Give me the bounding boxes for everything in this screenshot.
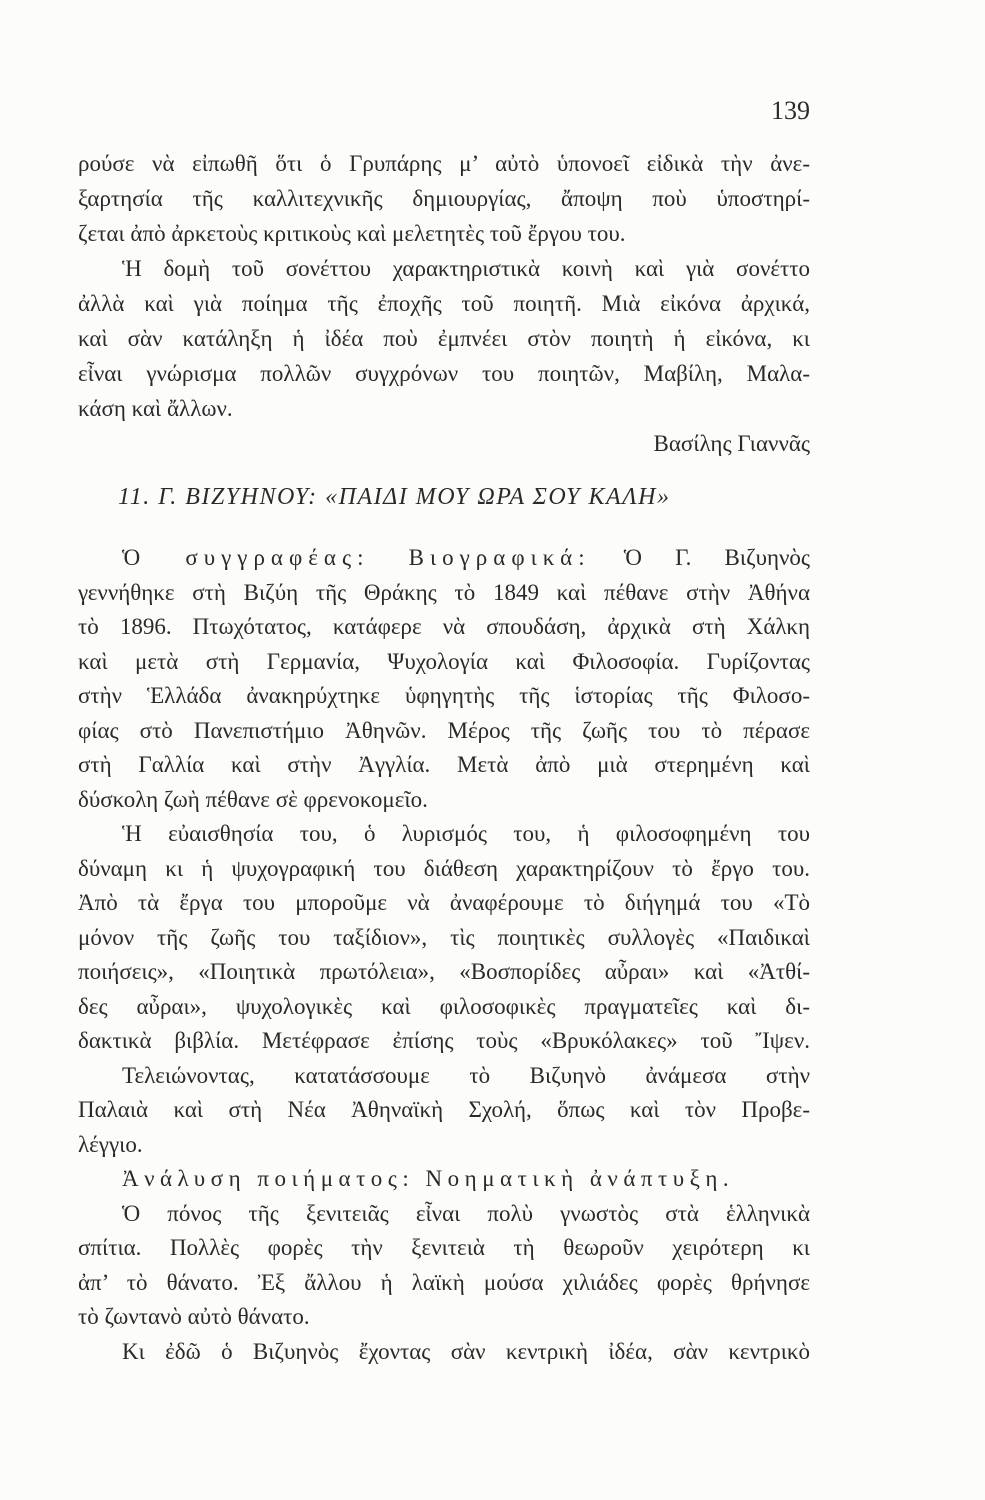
text-line: Ἡ εὐαισθησία του, ὁ λυρισμός του, ἡ φιλοσοφημένη του: [122, 821, 810, 846]
text-line: στὴν Ἑλλάδα ἀνακηρύχτηκε ὑφηγητὴς τῆς ἱστορίας τῆς Φιλοσο-: [78, 683, 810, 708]
text-line: Ὁ πόνος τῆς ξενιτειᾶς εἶναι πολὺ γνωστὸς στὰ ἑλληνικὰ: [122, 1200, 810, 1226]
text-line: μόνον τῆς ζωῆς του ταξίδιον», τὶς ποιητικὲς συλλογὲς «Παιδικαὶ: [78, 924, 810, 950]
text-line: Ἀπὸ τὰ ἔργα του μποροῦμε νὰ ἀναφέρουμε τὸ διήγημά του «Τὸ: [78, 890, 810, 915]
text-line: δακτικὰ βιβλία. Μετέφρασε ἐπίσης τοὺς «Βρυκόλακες» τοῦ Ἴψεν.: [78, 1028, 810, 1053]
text-line: φίας στὸ Πανεπιστήμιο Ἀθηνῶν. Μέρος τῆς ζωῆς του τὸ πέρασε: [78, 717, 810, 743]
section-heading: 11. Γ. ΒΙΖΥΗΝΟΥ: «ΠΑΙΔΙ ΜΟΥ ΩΡΑ ΣΟΥ ΚΑΛΗ»: [118, 484, 671, 510]
text-line: τὸ 1896. Πτωχότατος, κατάφερε νὰ σπουδάση, ἀρχικὰ στὴ Χάλκη: [78, 614, 810, 639]
text-line: Παλαιὰ καὶ στὴ Νέα Ἀθηναϊκὴ Σχολή, ὅπως καὶ τὸν Προβε-: [78, 1097, 810, 1122]
text-line: στὴ Γαλλία καὶ στὴν Ἀγγλία. Μετὰ ἀπὸ μιὰ στερημένη καὶ: [78, 752, 810, 777]
text-line: καὶ μετὰ στὴ Γερμανία, Ψυχολογία καὶ Φιλοσοφία. Γυρίζοντας: [78, 648, 810, 674]
paragraph: [78, 817, 810, 1059]
paragraph: [78, 1059, 810, 1163]
text-line: ποιήσεις», «Ποιητικὰ πρωτόλεια», «Βοσπορίδες αὖραι» καὶ «Ἀτθί-: [78, 959, 810, 984]
analysis-subheading: Ἀνάλυση ποιήματος: Νοηματικὴ ἀνάπτυξη.: [122, 1166, 735, 1191]
author-signature: Βασίλης Γιαννᾶς: [653, 431, 810, 456]
text-line: ζεται ἀπὸ ἀρκετοὺς κριτικοὺς καὶ μελετητὲς τοῦ ἔργου του.: [78, 221, 626, 246]
text-line: σπίτια. Πολλὲς φορὲς τὴν ξενιτειὰ τὴ θεωροῦν χειρότερη κι: [78, 1235, 810, 1260]
text-line: Ἡ δομὴ τοῦ σονέττου χαρακτηριστικὰ κοινὴ καὶ γιὰ σονέττο: [122, 256, 810, 281]
text-line: λέγγιο.: [78, 1131, 143, 1157]
text-line: ἀπ’ τὸ θάνατο. Ἐξ ἄλλου ἡ λαϊκὴ μούσα χιλιάδες φορὲς θρήνησε: [78, 1269, 810, 1295]
text-line: εἶναι γνώρισμα πολλῶν συγχρόνων του ποιητῶν, Μαβίλη, Μαλα-: [78, 361, 810, 386]
text-line: δύσκολη ζωὴ πέθανε σὲ φρενοκομεῖο.: [78, 786, 428, 812]
text-line: ξαρτησία τῆς καλλιτεχνικῆς δημιουργίας, ἄποψη ποὺ ὑποστηρί-: [78, 186, 810, 211]
paragraph: [78, 251, 810, 426]
bio-label: Ὁ συγγραφέας: Βιογραφικά:: [122, 545, 591, 570]
page-number: 139: [771, 96, 810, 125]
paragraph: [78, 1335, 810, 1370]
text-line: δες αὖραι», ψυχολογικὲς καὶ φιλοσοφικὲς πραγματεῖες καὶ δι-: [78, 993, 810, 1019]
text-line: Τελειώνοντας, κατατάσσουμε τὸ Βιζυηνὸ ἀνάμεσα στὴν: [122, 1062, 810, 1088]
text-line: γεννήθηκε στὴ Βιζύη τῆς Θράκης τὸ 1849 καὶ πέθανε στὴν Ἀθήνα: [78, 579, 810, 605]
paragraph: [78, 146, 810, 251]
paragraph: [78, 541, 810, 817]
paragraph: [78, 1197, 810, 1335]
previous-section: [78, 146, 810, 461]
text-line: ἀλλὰ καὶ γιὰ ποίημα τῆς ἐποχῆς τοῦ ποιητῆ. Μιὰ εἰκόνα ἀρχικά,: [78, 291, 810, 316]
text-line: Κι ἐδῶ ὁ Βιζυηνὸς ἔχοντας σὰν κεντρικὴ ἰδέα, σὰν κεντρικὸ: [122, 1338, 810, 1364]
text-line: καὶ σὰν κατάληξη ἡ ἰδέα ποὺ ἐμπνέει στὸν ποιητὴ ἡ εἰκόνα, κι: [78, 326, 810, 351]
text-line: [78, 541, 810, 576]
first-line-text: Ὁ Γ. Βιζυηνὸς: [623, 545, 811, 570]
text-line: δύναμη κι ἡ ψυχογραφική του διάθεση χαρακτηρίζουν τὸ ἔργο του.: [78, 855, 810, 881]
text-line: τὸ ζωντανὸ αὐτὸ θάνατο.: [78, 1304, 310, 1329]
section-body: [78, 541, 810, 1369]
text-line: κάση καὶ ἄλλων.: [78, 396, 233, 421]
text-line: ρούσε νὰ εἰπωθῆ ὅτι ὁ Γρυπάρης μ’ αὐτὸ ὑπονοεῖ εἰδικὰ τὴν ἀνε-: [78, 151, 810, 176]
